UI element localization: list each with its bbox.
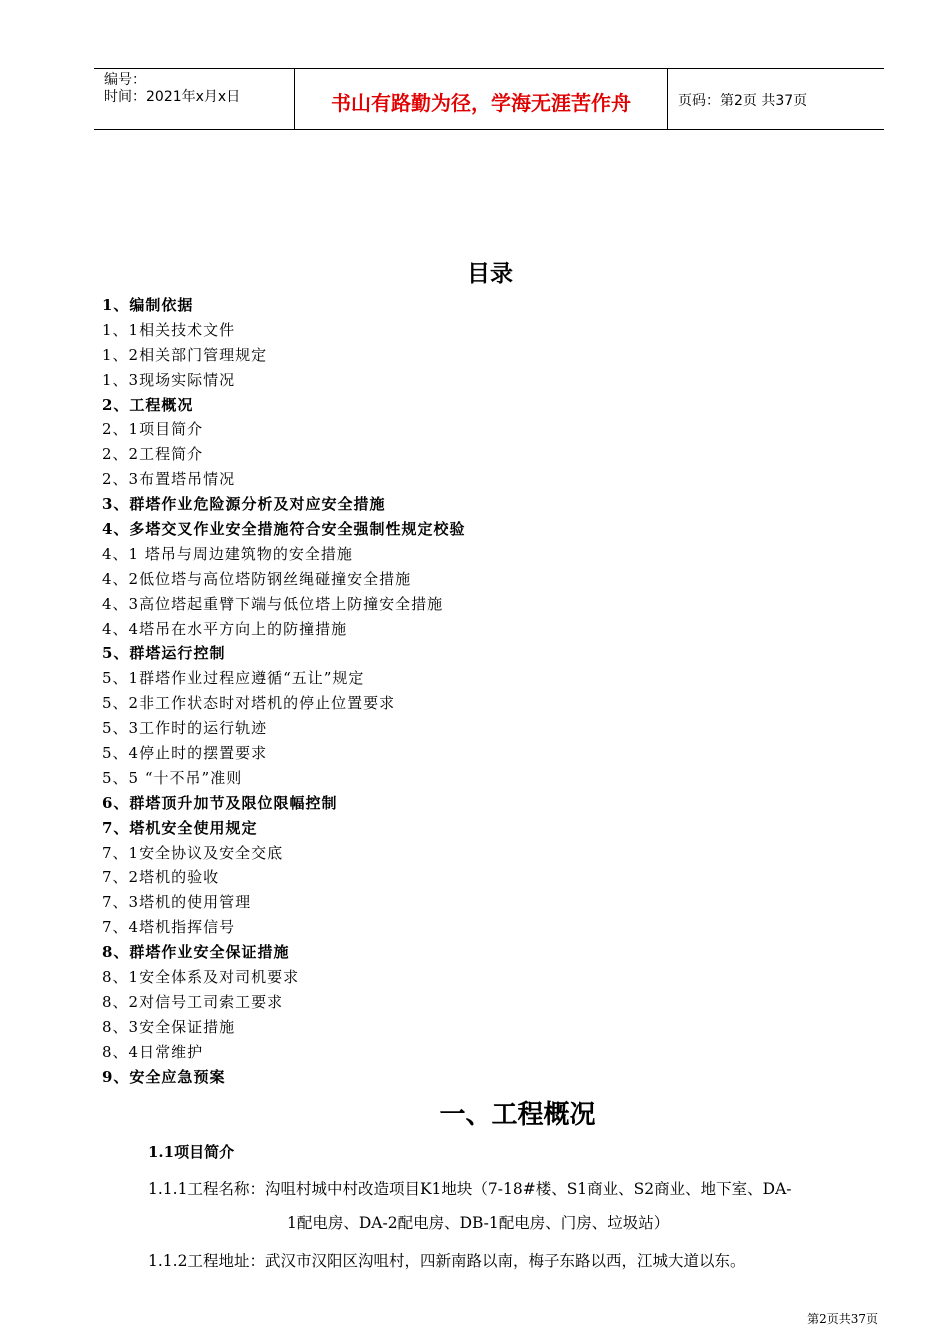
toc-item: 3、群塔作业危险源分析及对应安全措施 xyxy=(102,495,386,514)
paragraph-project-name-line2: 1配电房、DA-2配电房、DB-1配电房、门房、垃圾站） xyxy=(287,1214,670,1232)
toc-item: 2、工程概况 xyxy=(102,395,194,414)
toc-item: 2、2工程简介 xyxy=(102,445,204,464)
toc-item: 4、3高位塔起重臂下端与低位塔上防撞安全措施 xyxy=(102,594,444,613)
toc-item: 8、1安全体系及对司机要求 xyxy=(102,968,300,987)
toc-item: 9、安全应急预案 xyxy=(102,1067,226,1086)
header-page-cell xyxy=(668,69,884,129)
paragraph-project-address: 1.1.2工程地址：武汉市汉阳区沟咀村，四新南路以南，梅子东路以西，江城大道以东。 xyxy=(148,1252,746,1270)
toc-item: 5、2非工作状态时对塔机的停止位置要求 xyxy=(102,694,396,713)
toc-item: 1、1相关技术文件 xyxy=(102,320,236,339)
toc-item: 6、群塔顶升加节及限位限幅控制 xyxy=(102,793,338,812)
toc-item: 4、1 塔吊与周边建筑物的安全措施 xyxy=(102,544,353,563)
document-header xyxy=(94,68,884,130)
toc-item: 7、2塔机的验收 xyxy=(102,868,220,887)
toc-item: 8、3安全保证措施 xyxy=(102,1017,236,1036)
toc-item: 4、4塔吊在水平方向上的防撞措施 xyxy=(102,619,348,638)
toc-item: 5、3工作时的运行轨迹 xyxy=(102,719,268,738)
subheading: 1.1项目简介 xyxy=(148,1143,235,1161)
toc-item: 4、多塔交叉作业安全措施符合安全强制性规定校验 xyxy=(102,520,466,539)
page-info: 页码：第2页 共37页 xyxy=(678,93,808,109)
toc-item: 7、3塔机的使用管理 xyxy=(102,893,252,912)
toc-item: 7、塔机安全使用规定 xyxy=(102,818,258,837)
toc-item: 2、3布置塔吊情况 xyxy=(102,470,236,489)
motto: 书山有路勤为径，学海无涯苦作舟 xyxy=(331,91,631,115)
header-info-cell xyxy=(94,69,295,129)
paragraph-project-name-line1: 1.1.1工程名称：沟咀村城中村改造项目K1地块（7-18#楼、S1商业、S2商业、地下室、DA- xyxy=(148,1180,792,1198)
table-of-contents xyxy=(102,293,465,1090)
toc-item: 8、2对信号工司索工要求 xyxy=(102,992,284,1011)
toc-item: 8、群塔作业安全保证措施 xyxy=(102,943,290,962)
toc-item: 4、2低位塔与高位塔防钢丝绳碰撞安全措施 xyxy=(102,569,412,588)
toc-item: 5、1群塔作业过程应遵循“五让”规定 xyxy=(102,669,365,688)
section-title: 一、工程概况 xyxy=(439,1100,596,1130)
header-motto-cell xyxy=(295,69,668,129)
toc-item: 1、编制依据 xyxy=(102,296,194,314)
toc-title: 目录 xyxy=(467,261,513,287)
page-footer: 第2页共37页 xyxy=(807,1312,878,1326)
toc-item: 1、3现场实际情况 xyxy=(102,370,236,389)
toc-item: 1、2相关部门管理规定 xyxy=(102,345,268,364)
time-label: 时间：2021年x月x日 xyxy=(104,89,241,105)
toc-item: 5、4停止时的摆置要求 xyxy=(102,744,268,763)
toc-item: 5、群塔运行控制 xyxy=(102,644,226,663)
toc-item: 5、5 “十不吊”准则 xyxy=(102,768,243,787)
toc-item: 8、4日常维护 xyxy=(102,1042,204,1061)
toc-item: 2、1项目简介 xyxy=(102,420,204,439)
toc-item: 7、1安全协议及安全交底 xyxy=(102,843,284,862)
toc-item: 7、4塔机指挥信号 xyxy=(102,918,236,937)
serial-label: 编号： xyxy=(104,72,146,88)
